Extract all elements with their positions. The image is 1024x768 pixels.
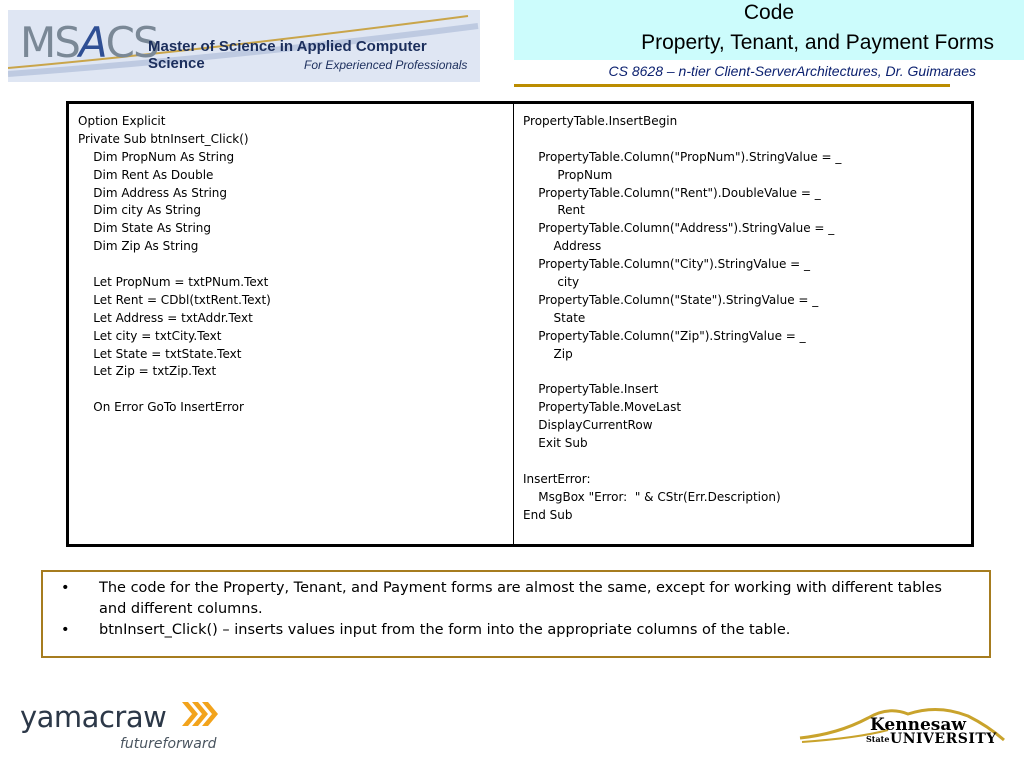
code-line: DisplayCurrentRow [523,418,653,433]
code-line [78,256,504,274]
yamacraw-logo-text: yamacraw [20,700,167,734]
logo-mark: MSACS [20,18,158,67]
logo-fullname: Master of Science in Applied Computer Science [148,38,427,72]
slide-title: Code [743,1,795,24]
msacs-logo [8,10,480,82]
title-box [514,0,1024,60]
code-line: PropertyTable.Insert [523,382,659,397]
code-line: Let Address = txtAddr.Text [78,310,253,325]
code-line: PropertyTable.Column("City").StringValue = _ [523,257,811,272]
code-line: city [523,275,580,290]
code-line: Let Rent = CDbl(txtRent.Text) [78,292,271,307]
code-line: PropNum [523,167,613,182]
code-column-left [69,104,514,544]
slide-subtitle-title: Property, Tenant, and Payment Forms [641,31,994,54]
ksu-university: UNIVERSITY [890,731,997,747]
code-line [523,453,962,471]
code-line: PropertyTable.Column("PropNum").StringValue = _ [523,149,842,164]
code-line: PropertyTable.Column("Rent").DoubleValue = _ [523,185,821,200]
code-line: Let State = txtState.Text [78,346,242,361]
yamacraw-tagline: futureforward [120,736,217,752]
code-line [523,131,962,149]
code-line: Dim Address As String [78,185,228,200]
code-line [78,381,504,399]
code-line: Let city = txtCity.Text [78,328,222,343]
code-column-right [514,104,971,544]
code-line: Rent [523,203,585,218]
code-table [66,101,974,547]
code-line: Private Sub btnInsert_Click() [78,131,249,146]
code-line: On Error GoTo InsertError [78,400,244,415]
code-line: Dim Zip As String [78,239,199,254]
code-line: InsertError: [523,471,591,486]
code-line: MsgBox "Error: " & CStr(Err.Description) [523,489,781,504]
code-line: Let PropNum = txtPNum.Text [78,275,269,290]
bullet-dot: • [61,622,70,638]
code-line: Dim Rent As Double [78,167,214,182]
code-line: End Sub [523,507,573,522]
ksu-state: State [866,734,890,744]
code-line: PropertyTable.Column("Zip").StringValue = _ [523,328,806,343]
code-line: PropertyTable.InsertBegin [523,114,678,128]
code-line: PropertyTable.MoveLast [523,400,682,415]
logo-tagline: For Experienced Professionals [304,58,468,72]
code-line: Address [523,239,602,254]
code-line: PropertyTable.Column("State").StringValue = _ [523,292,819,307]
course-label: CS 8628 – n-tier Client-ServerArchitectures, Dr. Guimaraes [608,63,976,79]
bullet-text: btnInsert_Click() – inserts values input from the form into the appropriate columns of the table. [99,622,791,638]
bullet-item [53,578,969,620]
code-line: Dim city As String [78,203,201,218]
notes-box [41,570,991,658]
ksu-name: Kennesaw [870,715,966,735]
chevrons-icon [180,698,220,730]
code-line: Exit Sub [523,436,588,451]
bullet-dot: • [61,580,70,596]
code-line: Let Zip = txtZip.Text [78,364,217,379]
divider [514,84,950,87]
code-line: State [523,310,586,325]
code-line: Dim PropNum As String [78,149,235,164]
bullet-item [53,620,969,641]
code-line: Zip [523,346,573,361]
code-line: Option Explicit [78,114,166,128]
code-line: Dim State As String [78,221,212,236]
code-line: PropertyTable.Column("Address").StringValue = _ [523,221,835,236]
bullet-text: The code for the Property, Tenant, and Payment forms are almost the same, except for working with different tables and different columns. [99,580,942,617]
code-line [523,363,962,381]
